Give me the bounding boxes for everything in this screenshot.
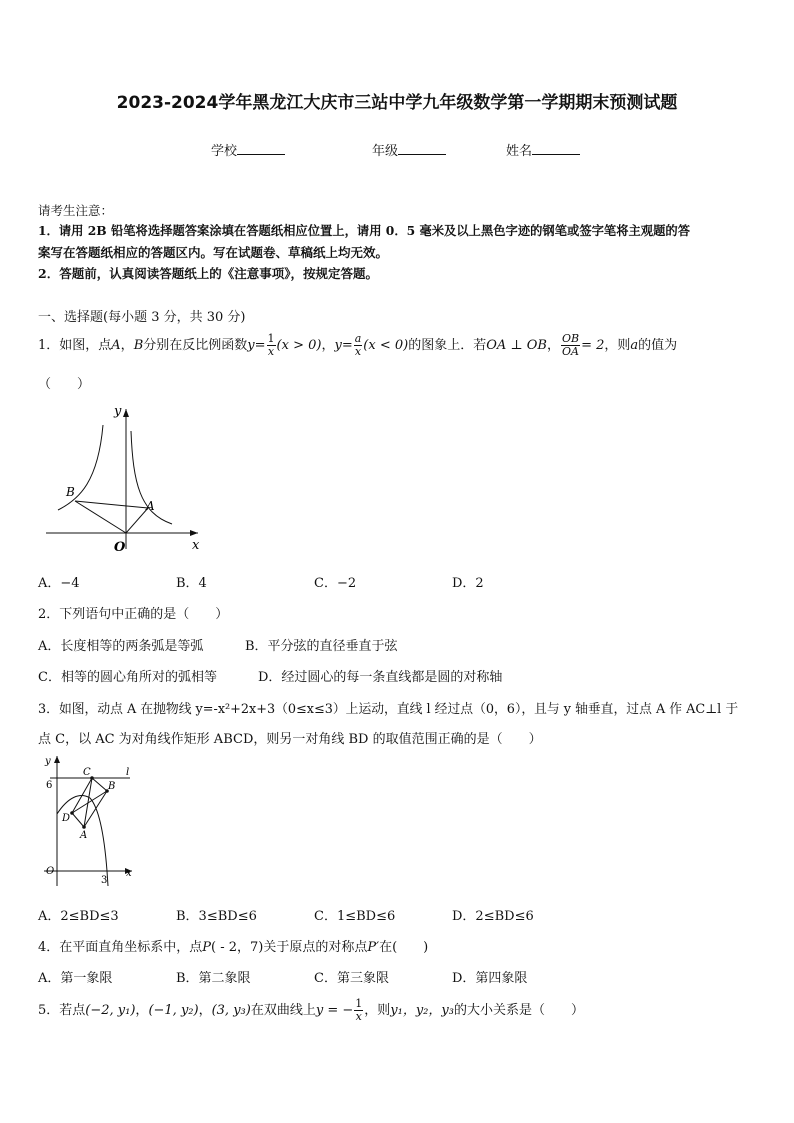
q5-comma-1: ， <box>135 1003 149 1018</box>
fig3-label-c: C <box>83 767 91 778</box>
fig3-segment-da <box>72 813 84 827</box>
fig3-label-d: D <box>62 813 71 824</box>
figure-3 <box>40 752 140 890</box>
notice-item-2: 2．答题前，认真阅读答题纸上的《注意事项》，按规定答题。 <box>38 266 378 281</box>
q1-option-d[interactable]: D．2 <box>452 576 484 591</box>
q5-ys: y₁，y₂，y₃ <box>390 1003 454 1018</box>
q1-text-4: ，则 <box>604 338 631 353</box>
fig3-point-d <box>70 811 74 815</box>
q5-point-2: (−1, y₂) <box>148 1003 199 1018</box>
question-2: 2．下列语句中正确的是（ ） <box>38 607 229 622</box>
q1-y1: y <box>247 338 255 353</box>
q5-point-3: (3, y₃) <box>211 1003 251 1018</box>
q2-option-c[interactable]: C．相等的圆心角所对的弧相等 <box>38 670 217 685</box>
q5-f-num: 1 <box>355 997 363 1010</box>
name-field <box>506 140 580 159</box>
fig1-label-a: A <box>146 499 155 513</box>
q1-fraction-2 <box>354 333 363 358</box>
q1-f3-num: OB <box>561 332 580 345</box>
fig3-label-3: 3 <box>101 875 108 886</box>
fig3-point-a <box>82 825 86 829</box>
fig1-label-y: y <box>114 404 122 419</box>
q3-option-d[interactable]: D．2≤BD≤6 <box>452 909 534 924</box>
q1-option-a[interactable]: A．−4 <box>38 576 80 591</box>
q1-eq2: = <box>341 338 353 353</box>
q1-f3-den: OA <box>562 345 579 358</box>
q1-cond-2: (x < 0) <box>363 338 409 353</box>
fig1-y-arrow <box>123 409 129 417</box>
q1-text-2: 分别在反比例函数 <box>143 338 248 353</box>
q1-sep: ， <box>120 338 134 353</box>
notice-heading: 请考生注意： <box>38 203 114 218</box>
q1-bracket: （ ） <box>38 377 91 392</box>
fig3-label-6: 6 <box>46 780 53 791</box>
grade-blank <box>398 142 446 155</box>
q1-point-a: A <box>111 338 121 353</box>
q1-eq: = <box>254 338 266 353</box>
fig1-segment-oa <box>126 508 148 533</box>
q1-option-b[interactable]: B．4 <box>176 576 207 591</box>
fig3-label-y: y <box>45 756 51 767</box>
q5-fraction <box>354 998 363 1023</box>
q1-f1-den: x <box>267 345 275 358</box>
q1-fraction-1 <box>267 333 276 358</box>
school-field <box>211 140 285 159</box>
q3-option-a[interactable]: A．2≤BD≤3 <box>38 909 119 924</box>
school-label: 学校 <box>211 144 238 159</box>
q2-option-b[interactable]: B．平分弦的直径垂直于弦 <box>245 639 398 654</box>
q1-text-3: 的图象上．若 <box>408 338 487 353</box>
q4-point-p-prime: P′ <box>367 940 380 955</box>
fig3-label-l: l <box>126 767 130 778</box>
section-heading: 一、选择题(每小题 3 分，共 30 分) <box>38 310 246 325</box>
q5-comma-2: ， <box>198 1003 212 1018</box>
q5-f-den: x <box>355 1010 362 1023</box>
name-label: 姓名 <box>506 144 533 159</box>
q4-option-a[interactable]: A．第一象限 <box>38 971 113 986</box>
q1-point-b: B <box>133 338 144 353</box>
fig1-curve-left <box>58 425 103 510</box>
fig3-label-b: B <box>108 781 116 792</box>
fig3-label-o: O <box>46 866 55 877</box>
question-4 <box>38 936 428 955</box>
q3-option-c[interactable]: C．1≤BD≤6 <box>314 909 396 924</box>
notice-item-1-line-1: 1．请用 2B 铅笔将选择题答案涂填在答题纸相应位置上，请用 0．5 毫米及以上黑色字迹的钢笔或签字笔将主观题的答 <box>38 223 690 238</box>
fig1-segment-ab <box>75 501 148 508</box>
q1-eq3: = 2 <box>581 338 605 353</box>
q4-text-2: 关于原点的对称点 <box>263 940 368 955</box>
notice-item-1-line-2: 案写在答题纸相应的答题区内。写在试题卷、草稿纸上均无效。 <box>38 245 389 260</box>
q1-cond-1: (x > 0) <box>276 338 322 353</box>
q2-option-a[interactable]: A．长度相等的两条弧是等弧 <box>38 639 204 654</box>
grade-label: 年级 <box>372 144 399 159</box>
question-5 <box>38 996 584 1026</box>
q1-text-5: 的值为 <box>638 338 678 353</box>
fig3-y-arrow <box>54 756 60 763</box>
fig3-label-a: A <box>80 830 88 841</box>
fig1-label-b: B <box>66 485 75 499</box>
q1-f2-num: a <box>354 332 362 345</box>
q5-y-eq: y = − <box>315 1003 354 1018</box>
q1-y2: y <box>334 338 342 353</box>
q2-option-d[interactable]: D．经过圆心的每一条直线都是圆的对称轴 <box>258 670 503 685</box>
fig1-label-x: x <box>192 538 200 553</box>
q4-option-d[interactable]: D．第四象限 <box>452 971 528 986</box>
q1-a: a <box>630 338 639 353</box>
fig1-label-o: O <box>114 540 126 555</box>
q4-coord: ( - 2，7) <box>211 940 264 955</box>
question-1 <box>38 332 677 360</box>
q5-text-2: 在双曲线上 <box>250 1003 316 1018</box>
q1-f2-den: x <box>354 345 362 358</box>
q4-option-c[interactable]: C．第三象限 <box>314 971 389 986</box>
q1-perp: OA ⊥ OB <box>486 338 547 353</box>
q5-text-4: 的大小关系是（ ） <box>453 1003 584 1018</box>
page-title: 2023-2024学年黑龙江大庆市三站中学九年级数学第一学期期末预测试题 <box>116 93 678 113</box>
q1-text-1: 1．如图，点 <box>38 338 112 353</box>
q1-option-c[interactable]: C．−2 <box>314 576 357 591</box>
q5-text-1: 5．若点 <box>38 1003 86 1018</box>
q1-f1-num: 1 <box>267 332 275 345</box>
q4-option-b[interactable]: B．第二象限 <box>176 971 251 986</box>
figure-1 <box>40 403 210 558</box>
name-blank <box>532 142 580 155</box>
q4-point-p: P <box>202 940 212 955</box>
question-3-line-1: 3．如图，动点 A 在抛物线 y=-x²+2x+3（0≤x≤3）上运动，直线 l 经过点（0，6），且与 y 轴垂直，过点 A 作 AC⊥l 于 <box>38 702 739 717</box>
school-blank <box>237 142 285 155</box>
question-3-line-2: 点 C，以 AC 为对角线作矩形 ABCD，则另一对角线 BD 的取值范围正确的是（ ） <box>38 732 542 747</box>
fig3-segment-cb <box>92 778 107 791</box>
grade-field <box>372 140 446 159</box>
fig3-label-x: x <box>126 868 132 879</box>
q1-comma-2: ， <box>546 338 560 353</box>
q5-point-1: (−2, y₁) <box>85 1003 136 1018</box>
fig1-segment-ob <box>75 501 126 533</box>
fig1-x-arrow <box>190 530 198 536</box>
q5-text-3: ，则 <box>364 1003 391 1018</box>
q4-text-1: 4．在平面直角坐标系中，点 <box>38 940 203 955</box>
q1-comma: ， <box>321 338 335 353</box>
q1-fraction-3 <box>561 333 580 358</box>
fig3-point-c <box>90 776 94 780</box>
q4-text-3: 在( ) <box>379 940 429 955</box>
q3-option-b[interactable]: B．3≤BD≤6 <box>176 909 257 924</box>
